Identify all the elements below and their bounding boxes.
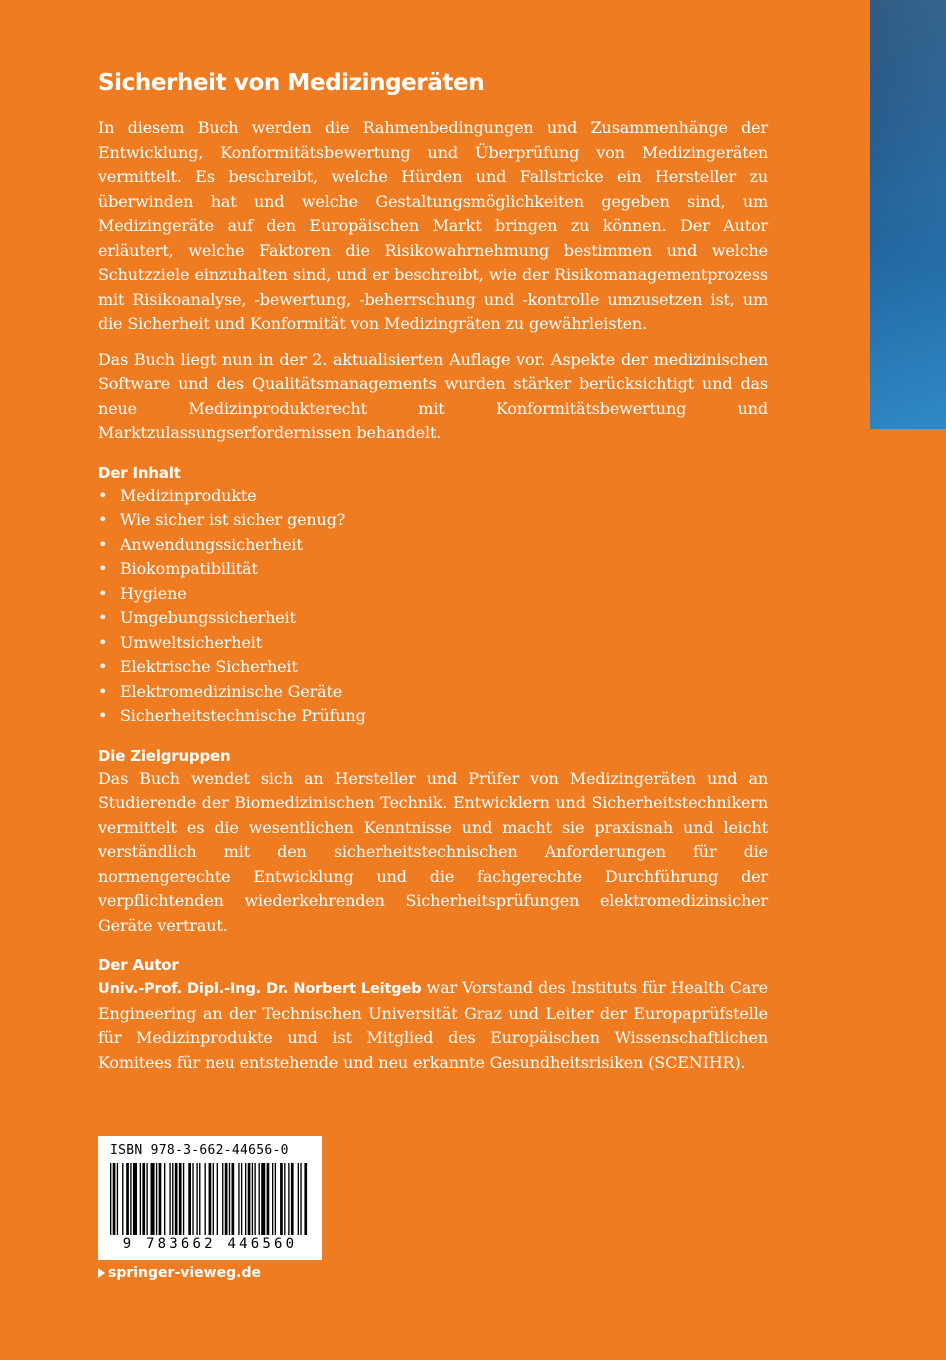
bullet-icon: • (98, 583, 108, 603)
bullet-icon: • (98, 706, 108, 725)
list-item: • Umweltsicherheit (98, 631, 768, 656)
publisher-link[interactable] (98, 1265, 261, 1281)
list-item: • Umgebungssicherheit (98, 606, 768, 631)
author-text (98, 976, 768, 1075)
list-item: • Hygiene (98, 582, 768, 607)
list-item: • Wie sicher ist sicher genug? (98, 508, 768, 533)
isbn-barcode (98, 1136, 322, 1260)
audience-heading: Die Zielgruppen (98, 746, 231, 765)
audience-section (98, 745, 768, 939)
bullet-icon: • (98, 632, 108, 652)
list-item: • Anwendungssicherheit (98, 533, 768, 558)
book-title: Sicherheit von Medizingeräten (98, 70, 485, 96)
description-paragraph-1: In diesem Buch werden die Rahmenbedingungen und Zusammenhänge der Entwicklung, Konformitätsbewertung und Überprüfung von Medizingeräten vermittelt. Es beschreibt, welche Hürden und Fallstricke ein Hersteller zu überwinden hat und welche Gestaltungsmöglichkeiten gegeben sind, um Medizingeräte auf den Europäischen Markt bringen zu können. Der Autor erläutert, welche Faktoren die Risikowahrnehmung bestimmen und welche Schutzziele einzuhalten sind, und er beschreibt, wie der Risikomanagementprozess mit Risikoanalyse, -bewertung, -beherrschung und -kontrolle umzusetzen ist, um die Sicherheit und Konformität von Medizingräten zu gewährleisten. (98, 118, 768, 333)
bullet-icon: • (98, 534, 108, 554)
barcode-bars (106, 1163, 314, 1235)
decorative-blue-strip (870, 0, 946, 429)
list-item: • Biokompatibilität (98, 557, 768, 582)
isbn-label: ISBN 978-3-662-44656-0 (110, 1143, 289, 1158)
contents-heading: Der Inhalt (98, 463, 181, 482)
list-item: • Elektrische Sicherheit (98, 655, 768, 680)
bullet-icon: • (98, 681, 108, 701)
barcode-digits: 9 783662 446560 (122, 1236, 298, 1252)
bullet-icon: • (98, 510, 108, 529)
publisher-url: springer-vieweg.de (108, 1265, 261, 1281)
contents-list (98, 484, 768, 729)
author-bio: war Vorstand des Instituts für Health Care Engineering an der Technischen Universität Graz und Leiter der Europaprüfstelle für Medizinprodukte und ist Mitglied des Europäischen Wissenschaftlichen Komitees für neu entstehende und neu erkannte Gesundheitsrisiken (SCENIHR). (98, 978, 768, 1072)
bullet-icon: • (98, 559, 108, 578)
bullet-icon: • (98, 657, 108, 676)
arrow-right-icon (98, 1268, 105, 1278)
list-item: • Sicherheitstechnische Prüfung (98, 704, 768, 729)
contents-section (98, 462, 768, 729)
bullet-icon: • (98, 485, 108, 505)
list-item: • Medizinprodukte (98, 484, 768, 509)
description-paragraph-2: Das Buch liegt nun in der 2. aktualisierten Auflage vor. Aspekte der medizinischen Software und des Qualitätsmanagements wurden stärker berücksichtigt und das neue Medizinprodukterecht mit Konformitätsbewertung und Marktzulassungserfordernissen behandelt. (98, 349, 768, 442)
author-section (98, 954, 768, 1075)
back-cover-content (98, 70, 768, 1091)
author-name: Univ.-Prof. Dipl.-Ing. Dr. Norbert Leitgeb (98, 981, 422, 997)
audience-text: Das Buch wendet sich an Hersteller und Prüfer von Medizingeräten und an Studierende der Biomedizinischen Technik. Entwicklern und Sicherheitstechnikern vermittelt es die wesentlichen Kenntnisse und macht sie praxisnah und leicht verständlich mit den sicherheitstechnischen Anforderungen für die normengerechte Entwicklung und die fachgerechte Durchführung der verpflichtenden wiederkehrenden Sicherheitsprüfungen elektromedizinsicher Geräte vertraut. (98, 768, 768, 935)
bullet-icon: • (98, 608, 108, 627)
author-heading: Der Autor (98, 956, 179, 974)
list-item: • Elektromedizinische Geräte (98, 680, 768, 705)
